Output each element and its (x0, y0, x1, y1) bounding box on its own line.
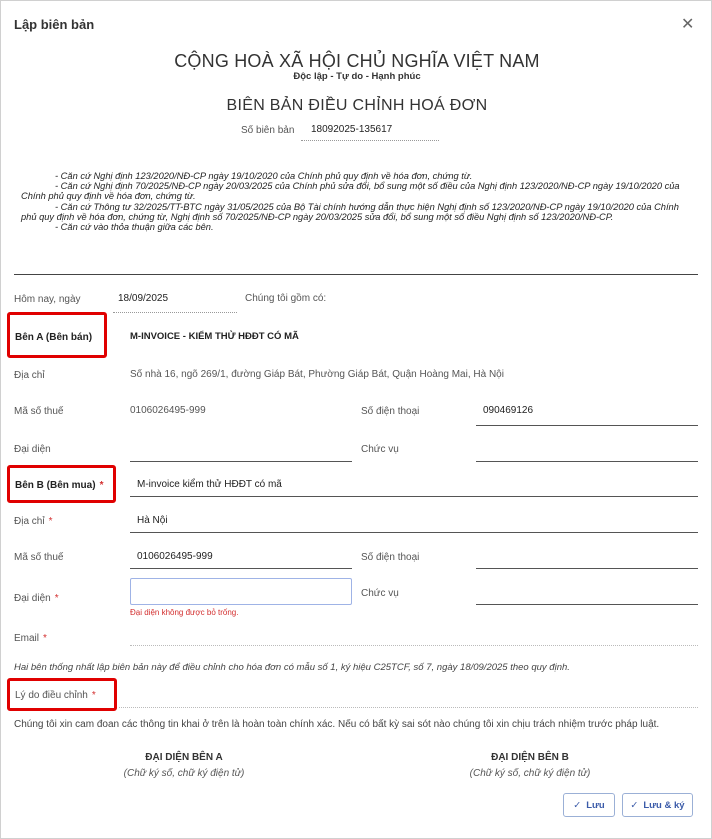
party-a-name: M-INVOICE - KIỂM THỬ HĐĐT CÓ MÃ (130, 331, 299, 342)
party-b-address-label-text: Địa chỉ (14, 516, 45, 527)
agreement-note: Hai bên thống nhất lập biên bản này để điều chỉnh cho hóa đơn có mẫu số 1, ký hiệu C25TCF, số 7, ngày 18/09/2025 theo quy định. (14, 662, 570, 673)
party-a-tax: 0106026495-999 (130, 405, 206, 416)
save-and-sign-button[interactable] (622, 793, 693, 817)
check-icon: ✓ (630, 799, 639, 811)
document-title: BIÊN BẢN ĐIỀU CHỈNH HOÁ ĐƠN (226, 97, 488, 114)
nation-heading: CỘNG HOÀ XÃ HỘI CHỦ NGHĨA VIỆT NAM (174, 51, 540, 71)
save-button-label: Lưu (586, 799, 605, 811)
party-b-rep-input[interactable] (130, 578, 352, 605)
required-mark: * (99, 480, 104, 491)
party-b-phone-field[interactable] (476, 568, 698, 569)
party-b-address-label (14, 516, 52, 527)
reason-label (15, 690, 96, 701)
record-number-label: Số biên bản (241, 125, 295, 136)
reason-label-text: Lý do điều chỉnh (15, 690, 88, 701)
legal-basis-item: - Căn cứ vào thỏa thuận giữa các bên. (55, 222, 214, 233)
party-b-name-input[interactable]: M-invoice kiểm thử HĐĐT có mã (137, 479, 282, 490)
party-b-address-input[interactable]: Hà Nội (137, 515, 168, 526)
party-a-rep-label: Đại diện (14, 444, 51, 455)
required-mark: * (54, 593, 59, 604)
party-b-rep-error: Đại diện không được bỏ trống. (130, 608, 239, 617)
legal-basis-item: - Căn cứ Nghị định 70/2025/NĐ-CP ngày 20/03/2025 của Chính phủ sửa đổi, bổ sung một số điều của Nghị định 123/2020/NĐ-CP ngày 19/10/2020 của Chính phủ quy định về hóa đơn, chứng từ. (21, 181, 680, 202)
date-value[interactable]: 18/09/2025 (118, 293, 169, 304)
party-b-phone-label: Số điện thoại (361, 552, 420, 563)
party-b-email-field[interactable] (130, 645, 698, 646)
save-button[interactable] (563, 793, 615, 817)
party-b-tax-label: Mã số thuế (14, 552, 64, 563)
record-number-value[interactable]: 18092025-135617 (311, 124, 393, 135)
record-number-underline (301, 140, 439, 141)
check-icon: ✓ (573, 799, 582, 811)
required-mark: * (48, 516, 53, 527)
party-a-address-label: Địa chỉ (14, 370, 45, 381)
signature-b-title: ĐẠI DIỆN BÊN B (491, 752, 569, 763)
party-b-tax-input[interactable]: 0106026495-999 (137, 551, 213, 562)
reason-input[interactable] (119, 707, 698, 708)
party-b-address-underline (130, 532, 698, 533)
party-b-rep-label-text: Đại diện (14, 593, 51, 604)
signature-a-title: ĐẠI DIỆN BÊN A (145, 752, 223, 763)
party-b-email-label (14, 633, 47, 644)
legal-basis-item: - Căn cứ Nghị định 123/2020/NĐ-CP ngày 19/10/2020 của Chính phủ quy định về hóa đơn, chứng từ. (55, 171, 473, 181)
party-a-tax-label: Mã số thuế (14, 406, 64, 417)
close-icon[interactable]: ✕ (681, 16, 695, 33)
party-b-tax-underline (130, 568, 352, 569)
party-b-position-label: Chức vụ (361, 588, 399, 599)
signature-b-subtitle: (Chữ ký số, chữ ký điện tử) (469, 768, 591, 779)
party-a-title: Bên A (Bên bán) (15, 332, 93, 343)
party-a-rep-field[interactable] (130, 461, 352, 462)
divider (14, 274, 698, 275)
required-mark: * (43, 633, 47, 644)
party-b-title-text: Bên B (Bên mua) (15, 480, 96, 491)
party-b-name-underline (130, 496, 698, 497)
party-a-phone-label: Số điện thoại (361, 406, 420, 417)
parties-label: Chúng tôi gồm có: (245, 293, 327, 304)
party-a-phone-underline (476, 425, 698, 426)
commitment-text: Chúng tôi xin cam đoan các thông tin khai ở trên là hoàn toàn chính xác. Nếu có bất kỳ sai sót nào chúng tôi xin chịu trách nhiệm trước pháp luật. (14, 719, 660, 730)
required-mark: * (91, 690, 96, 701)
date-label: Hôm nay, ngày (14, 294, 81, 305)
party-a-address: Số nhà 16, ngõ 269/1, đường Giáp Bát, Phường Giáp Bát, Quận Hoàng Mai, Hà Nội (130, 369, 504, 380)
legal-basis (21, 171, 693, 232)
legal-basis-item: - Căn cứ Thông tư 32/2025/TT-BTC ngày 31/05/2025 của Bộ Tài chính hướng dẫn thực hiện Nghị định số 123/2020/NĐ-CP ngày 19/10/2020 của Chính phủ quy định về hóa đơn, chứng từ, Nghị định số 70/2025/NĐ-CP ngày 20/03/2025 sửa đổi, bổ sung một số điều Nghị định số 123/2020/NĐ-CP. (21, 201, 679, 222)
party-a-phone[interactable]: 090469126 (483, 405, 534, 416)
party-a-position-field[interactable] (476, 461, 698, 462)
party-b-rep-label (14, 593, 59, 604)
signature-a-subtitle: (Chữ ký số, chữ ký điện tử) (123, 768, 245, 779)
motto: Độc lập - Tự do - Hạnh phúc (293, 71, 421, 82)
party-b-email-label-text: Email (14, 633, 40, 644)
dialog-title: Lập biên bản (14, 17, 95, 32)
party-b-title (15, 480, 103, 491)
save-and-sign-button-label: Lưu & ký (643, 799, 685, 811)
party-b-position-field[interactable] (476, 604, 698, 605)
date-underline (113, 312, 237, 313)
party-a-position-label: Chức vụ (361, 444, 399, 455)
